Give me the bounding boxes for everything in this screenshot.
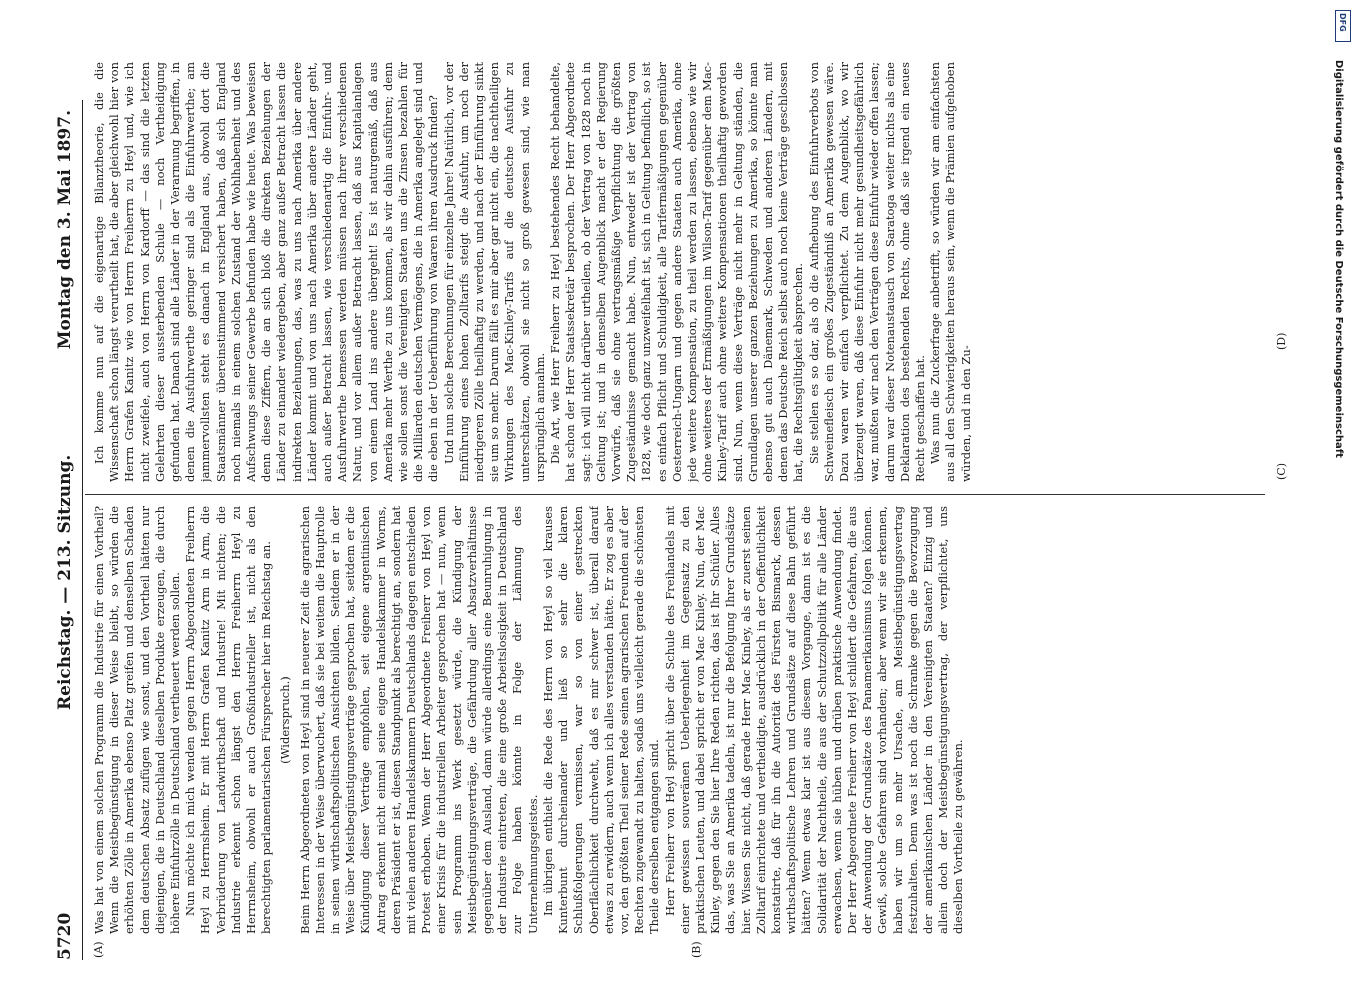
running-head-left: Reichstag. — 213. Sitzung.	[55, 454, 75, 710]
left-column	[92, 506, 1262, 934]
header-rule	[82, 100, 83, 960]
digitization-note	[1332, 60, 1344, 880]
paragraph: Nun möchte ich mich wenden gegen Herrn Abgeordneten Freiherrn Heyl zu Herrnsheim. Er mit Herrn Grafen Kanitz Arm in Arm, die Verbrüderung von Landwirthschaft und Industrie! Mit nichten; die Industrie erkennt schon längst den Herrn Freiherrn Heyl zu Herrnsheim, obwohl er auch Großindustrieller ist, nicht als den berechtigten parlamentarischen Fürsprecher hier im Reichstag an.	[183, 506, 274, 934]
paragraph: Und nun solche Berechnungen für einzelne Jahre! Natürlich, vor der Einführung eines hohen Zolltarifs steigt die Ausfuhr, um noch der niedrigeren Zölle theilhaftig zu werden, und nach der Einführung sinkt sie um so mehr. Darum fällt es mir aber gar nicht ein, die nachtheiligen Wirkungen des Mac-Kinley-Tarifs auf die deutsche Ausfuhr zu unterschätzen, obwohl sie nicht so groß gewesen sind, wie man ursprünglich annahm.	[441, 62, 547, 482]
dfg-logo-text: DFG	[1338, 13, 1347, 32]
paragraph: Beim Herrn Abgeordneten von Heyl sind in neuerer Zeit die agrarischen Interessen in der Weise überwuchert, daß sie bei weitem die Hauptrolle in seinen wirthschaftspolitischen Ansichten bilden. Seitdem er in der Weise über Meistbegünstigungsverträge gesprochen hat, seitdem er die Kündigung dieser Verträge empfohlen, seit eigene argentinischen Antrag erkennt nicht einmal seine eigene Handelskammer in Worms, deren Präsident er ist, diesen Standpunkt als berechtigt an, sondern hat mit vielen anderen Handelskammern Deutschlands dagegen entschieden Protest erhoben. Wenn der Herr Abgeordnete Freiherr von Heyl von einer Krisis für die industriellen Arbeiter gesprochen hat — nun, wenn sein Programm ins Werk gesetzt würde, die Kündigung der Meistbegünstigungsverträge, die Gefährdung aller Absatzverhältnisse gegenüber dem Ausland, dann würde allerdings eine Beunruhigung in der Industrie eintreten, die eine große Arbeitslosigkeit in Deutschland zur Folge haben könnte in Folge der Lähmung des Unternehmungsgeistes.	[297, 506, 540, 934]
right-column	[92, 62, 1262, 482]
paragraph: Was nun die Zuckerfrage anbetrifft, so würden wir am einfachsten aus all den Schwierigkeiten heraus sein, wenn die Prämien aufgehoben würden, und in den Zu-	[928, 62, 973, 482]
paragraph: Ich komme nun auf die eigenartige Bilanztheorie, die die Wissenschaft schon längst verurtheilt hat, die aber gleichwohl hier von Herrn Grafen Kanitz wie von Herrn Freiherrn zu Heyl und, wie ich nicht zweifele, auch von Herrn von Kardorff — das sind die letzten Gelehrten dieser aussterbenden Schule — noch Vertheidigung gefunden hat. Danach sind alle Länder in der Verarmung begriffen, in denen die Ausfuhrwerthe geringer sind als die Einfuhrwerthe; am jammervollsten steht es danach in England aus, obwohl dort die Staatsmänner übereinstimmend versichert haben, daß sich England noch niemals in einem solchen Zustand der Wohlhabenheit und des Aufschwungs seiner Gewerbe befunden habe wie heute. Was beweisen denn diese Ziffern, die an sich bloß die direkten Beziehungen der Länder zu einander wiedergeben, aber ganz außer Betracht lassen die indirekten Beziehungen, das, was zu uns nach Amerika über andere Länder kommt und von uns nach Amerika über andere Länder geht, auch außer Betracht lassen, wie verschiedenartig die Einfuhr- und Ausfuhrwerthe bemessen werden müssen nach ihrer verschiedenen Natur, und vor allem außer Betracht lassen, daß aus Kapitalanlagen von einem Land ins andere übergeht! Es ist naturgemäß, daß aus Amerika mehr Werthe zu uns kommen, als wir dahin ausführen; denn wie sollen sonst die Vereinigten Staaten uns die Zinsen bezahlen für die Milliarden deutschen Vermögens, die in Amerika angelegt sind und die eben in der Ueberführung von Waaren ihren Ausdruck finden?	[92, 62, 441, 482]
paragraph: Herr Freiherr von Heyl spricht über die Schule des Freihandels mit einer gewissen souveränen Ueberlegenheit im Gegensatz zu den praktischen Leuten, und dabei spricht er von Mac Kinley. Nun, der Mac Kinley, gegen den Sie hier Ihre Reden richten, das ist Ihr Schüler. Alles das, was Sie an Amerika tadeln, ist nur die Befolgung Ihrer Grundsätze hier. Wissen Sie nicht, daß gerade Herr Mac Kinley, als er zuerst seinen Zolltarif einrichtete und vertheidigte, ausdrücklich in der Oeffentlichkeit konstatirte, daß für ihn die Autorität des Fürsten Bismarck, dessen wirthschaftspolitische Lehren und Grundsätze auf diese Bahn geführt hätten? Wenn etwas klar ist aus diesem Vorgange, dann ist es die Solidarität der Nachtheile, die aus der Schutzzollpolitik für alle Länder erwachsen, wenn sie hüben und drüben praktische Anwendung findet. Der Herr Abgeordnete Freiherr von Heyl schildert die Gefahren, die aus der Anwendung der Grundsätze des Panamerikanismus folgen können. Gewiß, solche Gefahren sind vorhanden; aber wenn wir sie erkennen, haben wir um so mehr Ursache, am Meistbegünstigungsvertrag festzuhalten. Denn was ist noch die Schranke gegen die Bevorzugung der amerikanischen Länder in den Vereinigten Staaten? Einzig und allein doch der Meistbegünstigungsvertrag, der verpflichtet, uns dieselben Vortheile zu gewähren.	[662, 506, 966, 934]
paragraph: Die Art, wie Herr Freiherr zu Heyl bestehendes Recht behandelte, hat schon der Herr Staatssekretär besprochen. Der Herr Abgeordnete sagt: ich will nicht darüber urtheilen, ob der Vertrag von 1828 noch in Geltung ist; und in demselben Augenblick macht er der Regierung Vorwürfe, daß sie ohne vertragsmäßige Verpflichtung die größten Zugeständnisse gemacht habe. Nun, entweder ist der Vertrag von 1828, wie doch ganz unzweifelhaft ist, sich in Geltung befindlich, so ist es einfach Pflicht und Schuldigkeit, alle Tarifermäßigungen gegenüber Oesterreich-Ungarn und gegen andere Staaten auch Amerika, ohne jede weitere Kompensation, zu theil werden zu lassen, ebenso wie wir ohne weiteres der Ermäßigungen im Wilson-Tarif gegenüber dem Mac-Kinley-Tarif auch ohne weitere Kompensationen theilhaftig geworden sind. Nun, wenn diese Verträge nicht mehr in Geltung ständen, die Grundlagen unserer ganzen Beziehungen zu Amerika, so könnte man ebenso gut auch Dänemark, Schweden und anderen Ländern, mit denen das Deutsche Reich selbst auch noch keine Verträge geschlossen hat, die Rechtsgültigkeit absprechen.	[548, 62, 806, 482]
paragraph: Was hat von einem solchen Programm die Industrie für einen Vortheil? Wenn die Meistbegünstigung in dieser Weise bleibt, so würden die erhöhten Zölle in Amerika ebenso Platz greifen und denselben Schaden dem deutschen Absatz zufügen wie sonst, und den Vortheil hätten nur diejenigen, die in Deutschland dieselben Produkte erzeugen, die durch höhere Einfuhrzölle in Deutschland vertheuert werden sollen.	[92, 506, 183, 934]
margin-marker-c: (C)	[1275, 463, 1288, 480]
interjection: (Widerspruch.)	[278, 676, 293, 764]
document-page	[0, 60, 1340, 1000]
digitization-note-text: Digitalisierung gefördert durch die Deutsche Forschungsgemeinschaft	[1333, 60, 1344, 458]
page-number: 5720	[55, 912, 75, 960]
margin-marker-d: (D)	[1275, 332, 1288, 350]
running-head-right: Montag den 3. Mai 1897.	[55, 110, 75, 350]
column-divider	[85, 494, 1265, 495]
page-header	[55, 100, 83, 960]
margin-marker-b: (B)	[690, 941, 703, 958]
margin-marker-a: (A)	[92, 941, 105, 958]
paragraph: Sie stellen es so dar, als ob die Aufhebung des Einfuhrverbots von Schweinefleisch ein großes Zugeständniß an Amerika gewesen wäre. Dazu waren wir einfach verpflichtet. Zu dem Augenblick, wo wir überzeugt waren, daß diese Einfuhr nicht mehr gesundheitsgefährlich war, mußten wir nach den Verträgen diese Einfuhr wieder offen lassen; darum war dieser Notenaustausch von Saratoga weiter nichts als eine Deklaration des bestehenden Rechts, ohne daß sie irgend ein neues Recht geschaffen hat.	[806, 62, 927, 482]
dfg-logo	[1335, 10, 1351, 42]
paragraph: Im übrigen enthielt die Rede des Herrn von Heyl so viel krauses Kunterbunt durcheinander und ließ so sehr die klaren Schlußfolgerungen vermissen, war so von einer gestreckten Oberflächlichkeit durchweht, daß es mir schwer ist, überall darauf etwas zu erwidern, auch wenn ich alles verstanden hätte. Er zog es aber vor, den größten Theil seiner Rede seinen agrarischen Freunden auf der Rechten zugewandt zu halten, sodaß uns vielleicht gerade die schönsten Theile derselben entgangen sind.	[540, 506, 662, 934]
